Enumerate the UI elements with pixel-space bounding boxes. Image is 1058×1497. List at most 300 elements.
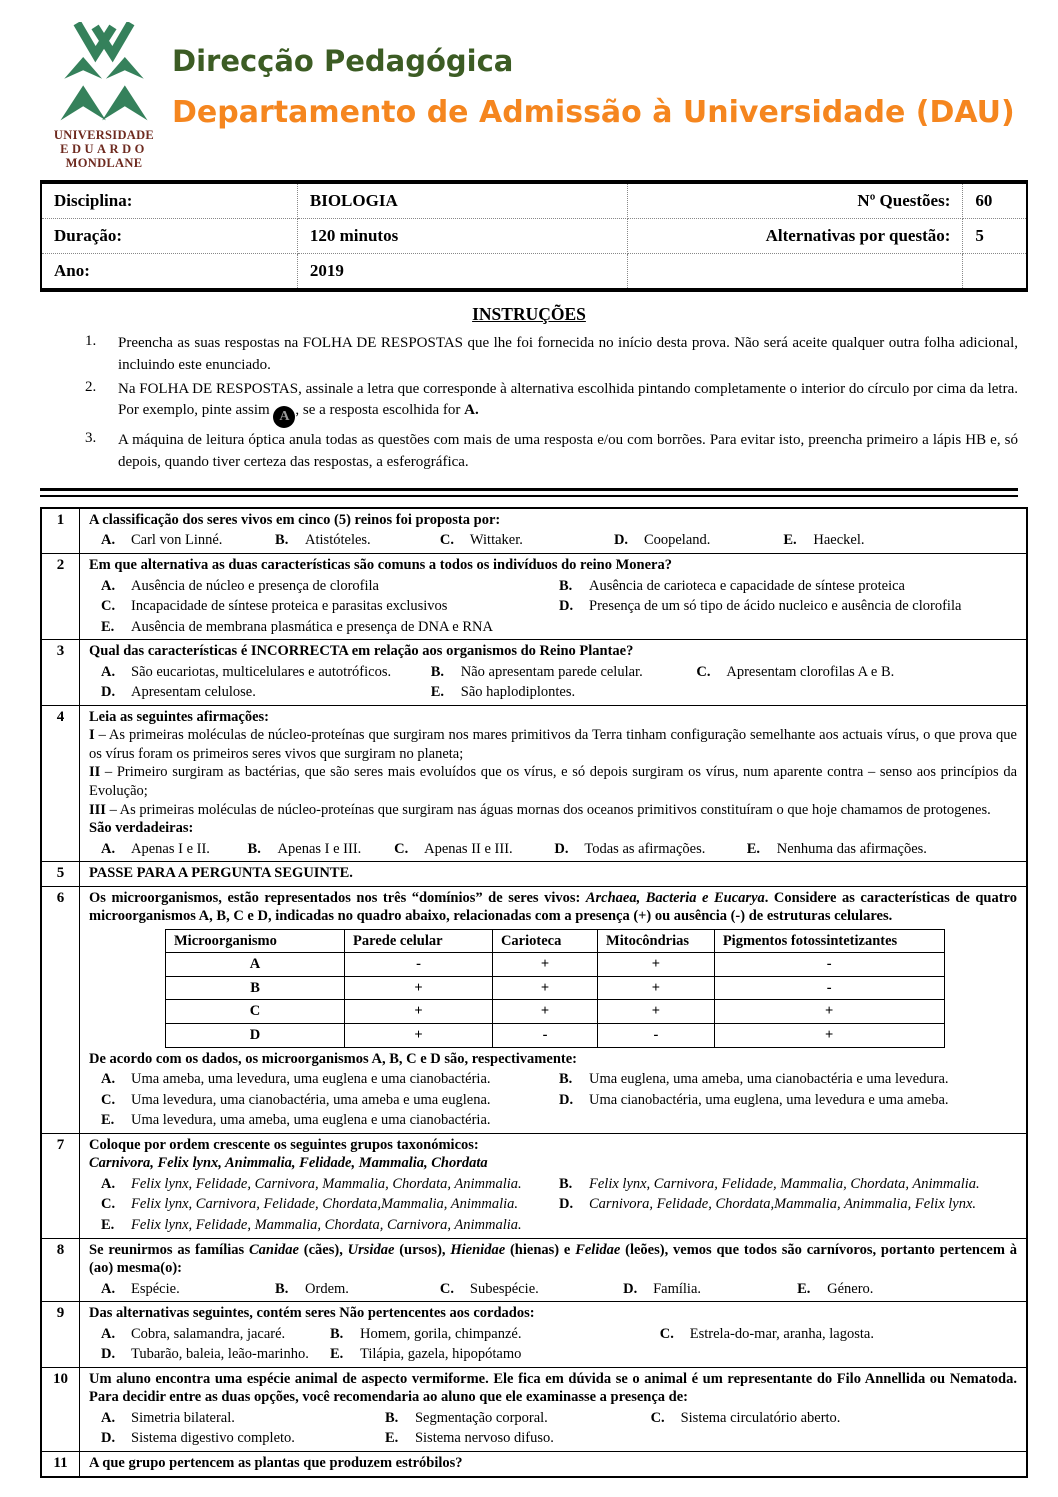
question-title <box>89 1136 1017 1155</box>
option <box>101 1429 385 1448</box>
option-text: Cobra, salamandra, jacaré. <box>131 1325 286 1342</box>
text-segment: Leia as seguintes afirmações: <box>89 708 270 725</box>
info-label: Duração: <box>41 219 297 254</box>
option <box>696 663 1017 682</box>
characteristics-table <box>165 929 945 1048</box>
instructions-section <box>40 304 1018 474</box>
option-letter: D. <box>623 1280 638 1297</box>
option <box>660 1325 1017 1344</box>
question-row <box>42 1451 1026 1476</box>
text-segment: I <box>89 727 95 744</box>
header-titles <box>172 22 1015 130</box>
option-row <box>101 618 1017 637</box>
uem-logo-icon <box>56 22 152 128</box>
option-text: Felix lynx, Felidade, Mammalia, Chordata, Carnivora, Animmalia. <box>131 1216 522 1233</box>
question-title <box>89 556 1017 575</box>
option <box>394 840 554 859</box>
option-letter: E. <box>101 1216 115 1233</box>
option-text: Carnivora, Felidade, Chordata,Mammalia, Animmalia, Felix lynx. <box>589 1196 977 1213</box>
text-segment: Ursidae <box>347 1241 395 1258</box>
option-text: Ausência de carioteca e capacidade de síntese proteica <box>589 577 905 594</box>
option <box>385 1409 651 1428</box>
question-paragraph <box>89 819 1017 838</box>
option-text: Todas as afirmações. <box>584 840 706 857</box>
table-row <box>166 976 945 1000</box>
option-text: São haplodiplontes. <box>460 684 576 701</box>
option-letter: E. <box>430 684 445 701</box>
option-letter: B. <box>384 1409 399 1426</box>
option-row <box>101 683 1017 702</box>
option-text: Não apresentam parede celular. <box>460 663 643 680</box>
option-text: Atistóteles. <box>305 532 371 549</box>
option-letter: A. <box>101 532 116 549</box>
option-text: Apenas I e III. <box>277 840 362 857</box>
option-text: Tilápia, gazela, hipopótamo <box>360 1346 522 1363</box>
option-letter: A. <box>101 1280 116 1297</box>
option-text: Nenhuma das afirmações. <box>776 840 927 857</box>
option-text: Estrela-do-mar, aranha, lagosta. <box>689 1325 874 1342</box>
option <box>101 531 275 550</box>
info-label: Ano: <box>41 254 297 291</box>
table-cell: + <box>345 1000 493 1024</box>
info-row <box>41 182 1027 219</box>
question-number: 8 <box>42 1239 80 1302</box>
text-segment: A máquina de leitura óptica anula todas as questões com mais de uma resposta e/ou com borrões. Para evitar isto, preencha primeiro a lápis HB e, só depois, quando tiver certeza das respostas, a esferográfica. <box>118 432 1018 471</box>
question-number: 7 <box>42 1134 80 1238</box>
option-letter: C. <box>101 1196 116 1213</box>
instruction-item <box>40 430 1018 474</box>
option-letter: D. <box>101 1346 116 1363</box>
info-label: Disciplina: <box>41 182 297 219</box>
option-text: Género. <box>827 1280 874 1297</box>
option-letter: A. <box>101 1175 116 1192</box>
question-title <box>89 1454 1017 1473</box>
question-paragraph <box>89 801 1017 820</box>
question-title <box>89 708 1017 727</box>
option-letter: B. <box>247 840 261 857</box>
text-segment: (ursos), <box>394 1241 451 1258</box>
filled-circle-a-example: A <box>273 406 295 428</box>
question-body <box>80 509 1026 553</box>
option-letter: A. <box>101 663 116 680</box>
info-label: Alternativas por questão: <box>628 219 963 254</box>
info-value: 120 minutos <box>297 219 627 254</box>
option <box>275 1280 440 1299</box>
option-letter: B. <box>275 1280 289 1297</box>
option-row <box>101 840 1017 859</box>
text-segment: A que grupo pertencem as plantas que produzem estróbilos? <box>89 1454 463 1471</box>
option-letter: E. <box>783 532 797 549</box>
option <box>385 1429 1017 1448</box>
option-letter: E. <box>330 1346 344 1363</box>
logo-word-universidade: UNIVERSIDADE <box>53 128 155 142</box>
text-segment: São verdadeiras: <box>89 820 194 837</box>
table-cell: - <box>598 1024 715 1048</box>
option-text: Felix lynx, Carnivora, Felidade, Mammalia, Chordata, Animmalia. <box>589 1175 980 1192</box>
table-header-cell: Carioteca <box>492 929 597 953</box>
option <box>101 663 431 682</box>
option <box>559 1091 1017 1110</box>
option-text: Sistema digestivo completo. <box>131 1430 295 1447</box>
option-letter: A. <box>101 577 116 594</box>
option-letter: A. <box>101 840 116 857</box>
text-segment: (leões), vemos que todos são carnívoros, portanto pertencem à (ao) mesma(o): <box>89 1241 1018 1277</box>
option-letter: E. <box>101 1112 115 1129</box>
option <box>440 531 614 550</box>
text-segment: Em que alternativa as duas características são comuns a todos os indivíduos do reino Monera? <box>89 557 672 573</box>
option-text: Wittaker. <box>469 532 523 549</box>
option-letter: C. <box>439 1280 455 1297</box>
option-text: Espécie. <box>131 1280 180 1297</box>
option-letter: B. <box>330 1325 344 1342</box>
header <box>0 0 1058 170</box>
table-cell: - <box>492 1024 597 1048</box>
instruction-item <box>40 379 1018 429</box>
table-cell: - <box>345 953 493 977</box>
option-text: Felix lynx, Felidade, Carnivora, Mammalia, Chordata, Animmalia. <box>131 1175 522 1192</box>
questions-table <box>40 507 1028 1478</box>
option-letter: C. <box>439 532 455 549</box>
option-letter: A. <box>101 1071 116 1088</box>
instruction-text <box>118 333 1018 377</box>
question-title <box>89 1370 1017 1407</box>
option-row <box>101 1195 1017 1214</box>
question-title <box>89 1304 1017 1323</box>
instruction-number: 1. <box>85 333 97 349</box>
option <box>101 597 559 616</box>
text-segment: PASSE PARA A PERGUNTA SEGUINTE. <box>89 865 353 882</box>
option-row <box>101 1409 1017 1428</box>
option <box>623 1280 797 1299</box>
option-letter: C. <box>650 1409 665 1426</box>
question-title <box>89 1241 1017 1278</box>
option-row <box>101 1345 1017 1364</box>
table-header-row <box>166 929 945 953</box>
logo-wordmark <box>52 128 156 170</box>
option-text: Presença de um só tipo de ácido nucleico e ausência de clorofila <box>589 598 962 615</box>
question-number: 9 <box>42 1302 80 1367</box>
option <box>101 1070 559 1089</box>
text-segment: A classificação dos seres vivos em cinco (5) reinos foi proposta por: <box>89 511 501 528</box>
option-text: Felix lynx, Carnivora, Felidade, Chordata,Mammalia, Animmalia. <box>131 1196 519 1213</box>
question-body <box>80 1239 1026 1302</box>
option <box>559 1175 1017 1194</box>
option-text: Uma ameba, uma levedura, uma euglena e uma cianobactéria. <box>131 1071 491 1088</box>
option-letter: D. <box>559 1196 574 1213</box>
info-label: Nº Questões: <box>628 182 963 219</box>
question-body <box>80 1134 1026 1238</box>
text-segment: – Primeiro surgiram as bactérias, que são seres mais evoluídos que os vírus, e só depois surgiram os vírus, num aparente contra – senso aos princípios da Evolução; <box>89 764 1017 800</box>
text-segment: Coloque por ordem crescente os seguintes grupos taxonómicos: <box>89 1136 479 1153</box>
option-text: Tubarão, baleia, leão-marinho. <box>131 1346 309 1363</box>
option-letter: E. <box>384 1430 399 1447</box>
option <box>101 1091 559 1110</box>
option-row <box>101 1091 1017 1110</box>
option-text: Uma cianobactéria, uma euglena, uma levedura e uma ameba. <box>589 1091 949 1108</box>
option <box>559 577 1017 596</box>
info-value: BIOLOGIA <box>297 182 627 219</box>
option <box>797 1280 1017 1299</box>
text-segment: Os microorganismos, estão representados nos três “domínios” de seres vivos: <box>89 889 586 906</box>
instructions-list <box>40 333 1018 474</box>
option-text: Apresentam celulose. <box>131 684 256 701</box>
option <box>330 1325 660 1344</box>
option-letter: B. <box>430 663 445 680</box>
info-value: 2019 <box>297 254 627 291</box>
text-segment: Na FOLHA DE RESPOSTAS, assinale a letra que corresponde à alternativa escolhida pintando completamente o interior do círculo por cima da letra. Por exemplo, pinte assim <box>118 380 1018 419</box>
table-cell: A <box>166 953 345 977</box>
table-cell: + <box>714 1000 944 1024</box>
table-header-cell: Microorganismo <box>166 929 345 953</box>
info-value <box>963 254 1027 291</box>
option-letter: C. <box>394 840 409 857</box>
question-row <box>42 886 1026 1133</box>
option-text: Haeckel. <box>813 532 865 549</box>
text-segment: Archaea, Bacteria e Eucarya <box>585 889 765 906</box>
option <box>440 1280 623 1299</box>
text-segment: (cães), <box>298 1241 348 1258</box>
option <box>614 531 783 550</box>
table-cell: + <box>598 953 715 977</box>
table-header-cell: Pigmentos fotossintetizantes <box>714 929 944 953</box>
option-letter: A. <box>101 1325 116 1342</box>
option <box>431 663 697 682</box>
option-row <box>101 1325 1017 1344</box>
table-cell: + <box>714 1024 944 1048</box>
option <box>559 597 1017 616</box>
option-letter: C. <box>696 663 711 680</box>
option <box>101 577 559 596</box>
uem-logo <box>52 22 156 170</box>
instruction-text <box>118 379 1018 429</box>
option <box>101 1325 330 1344</box>
option-letter: E. <box>797 1280 811 1297</box>
option <box>330 1345 1017 1364</box>
question-paragraph <box>89 763 1017 800</box>
instruction-text <box>118 430 1018 474</box>
option <box>101 1216 559 1235</box>
table-row <box>166 1000 945 1024</box>
instruction-number: 3. <box>85 430 97 447</box>
question-number: 4 <box>42 706 80 861</box>
option-row <box>101 1070 1017 1089</box>
table-cell: + <box>598 976 715 1000</box>
table-cell: B <box>166 976 345 1000</box>
table-header-cell: Mitocôndrias <box>598 929 715 953</box>
text-segment: A. <box>464 402 479 419</box>
option <box>101 1345 330 1364</box>
option-row <box>101 577 1017 596</box>
option-letter: A. <box>101 1409 116 1426</box>
question-title <box>89 864 1017 883</box>
option-letter: D. <box>101 684 116 701</box>
text-segment: . Considere as características de quatro microorganismos A, B, C e D, indicadas no quadro abaixo, relacionadas com a presença (+) ou ausência (-) de estruturas celulares. <box>89 889 1017 925</box>
option <box>559 1070 1017 1089</box>
option-text: Ausência de núcleo e presença de clorofila <box>131 577 379 594</box>
text-segment: Das alternativas seguintes, contém seres Não pertencentes aos cordados: <box>89 1305 535 1322</box>
text-segment: De acordo com os dados, os microorganismos A, B, C e D são, respectivamente: <box>89 1050 577 1067</box>
info-row <box>41 219 1027 254</box>
option-row <box>101 597 1017 616</box>
question-row <box>42 1367 1026 1451</box>
option <box>101 1111 1017 1130</box>
option-row <box>101 1216 1017 1235</box>
option-row <box>101 531 1017 550</box>
question-body <box>80 887 1026 1133</box>
option-row <box>101 663 1017 682</box>
text-segment: II <box>89 764 101 781</box>
text-segment: Um aluno encontra uma espécie animal de aspecto vermiforme. Ele fica em dúvida se o animal é um representante do Filo Annellida ou Nematoda. Para decidir entre as duas opções, você recomendaria ao aluno que ele examinasse a presença de: <box>89 1370 1017 1406</box>
option-letter: D. <box>613 532 629 549</box>
option-row <box>101 1111 1017 1130</box>
table-cell: + <box>345 976 493 1000</box>
question-row <box>42 509 1026 553</box>
option-text: Subespécie. <box>469 1280 539 1297</box>
question-subtitle <box>89 1050 1017 1069</box>
option <box>101 1409 385 1428</box>
direction-title: Direcção Pedagógica <box>172 44 514 78</box>
option-text: Apenas II e III. <box>424 840 513 857</box>
question-paragraph <box>89 1154 1017 1173</box>
table-cell: + <box>492 976 597 1000</box>
option-letter: B. <box>559 1071 573 1088</box>
question-row <box>42 1238 1026 1302</box>
instruction-number: 2. <box>85 378 97 395</box>
question-number: 1 <box>42 509 80 553</box>
text-segment: (hienas) e <box>505 1241 576 1258</box>
option-text: Uma levedura, uma cianobactéria, uma ameba e uma euglena. <box>131 1091 491 1108</box>
option-letter: D. <box>554 840 569 857</box>
option-text: Uma euglena, uma ameba, uma cianobactéria e uma levedura. <box>589 1071 949 1088</box>
text-segment: III <box>89 801 106 818</box>
question-row <box>42 553 1026 639</box>
option-row <box>101 1280 1017 1299</box>
option <box>559 1195 1017 1214</box>
option-text: Simetria bilateral. <box>131 1409 235 1426</box>
question-body <box>80 706 1026 861</box>
exam-info-table <box>40 180 1028 292</box>
question-number: 11 <box>42 1452 80 1476</box>
option <box>747 840 1017 859</box>
option-letter: C. <box>659 1325 674 1342</box>
option-text: Coopeland. <box>643 532 711 549</box>
option-text: Apenas I e II. <box>131 840 210 857</box>
question-body <box>80 862 1026 886</box>
text-segment: Se reunirmos as famílias <box>89 1241 249 1258</box>
option-text: Sistema circulatório aberto. <box>680 1409 841 1426</box>
table-cell: + <box>492 1000 597 1024</box>
option-text: São eucariotas, multicelulares e autotróficos. <box>131 663 392 680</box>
table-row <box>166 953 945 977</box>
question-body <box>80 554 1026 639</box>
option-text: Uma levedura, uma ameba, uma euglena e uma cianobactéria. <box>131 1112 491 1129</box>
question-row <box>42 705 1026 861</box>
option-text: Ordem. <box>305 1280 349 1297</box>
department-title: Departamento de Admissão à Universidade (DAU) <box>172 95 1015 130</box>
question-row <box>42 1301 1026 1367</box>
table-cell: + <box>598 1000 715 1024</box>
text-segment: Hienidae <box>450 1241 506 1258</box>
logo-word-eduardo: EDUARDO <box>60 142 148 156</box>
question-row <box>42 861 1026 886</box>
option-letter: B. <box>559 577 573 594</box>
option <box>101 1195 559 1214</box>
instructions-title: INSTRUÇÕES <box>472 304 586 324</box>
option-text: Carl von Linné. <box>131 532 223 549</box>
question-body <box>80 1302 1026 1367</box>
question-number: 3 <box>42 640 80 705</box>
question-body <box>80 640 1026 705</box>
info-value: 60 <box>963 182 1027 219</box>
option-text: Segmentação corporal. <box>414 1409 548 1426</box>
question-number: 6 <box>42 887 80 1133</box>
option-text: Ausência de membrana plasmática e presença de DNA e RNA <box>131 618 493 635</box>
option <box>101 840 248 859</box>
option-letter: B. <box>559 1175 573 1192</box>
text-segment: , se a resposta escolhida for <box>295 402 465 419</box>
option-letter: D. <box>101 1430 116 1447</box>
table-cell: + <box>492 953 597 977</box>
question-row <box>42 1133 1026 1238</box>
option <box>248 840 395 859</box>
option-letter: E. <box>101 618 115 635</box>
table-cell: - <box>714 976 944 1000</box>
option-row <box>101 1175 1017 1194</box>
option-letter: D. <box>559 598 574 615</box>
question-row <box>42 639 1026 705</box>
text-segment: – As primeiras moléculas de núcleo-proteínas que surgiram nos mares primitivos da Terra tinham configuração semelhante aos actuais vírus, o que prova que os vírus foram os primeiros seres vivos que surgiram no planeta; <box>89 727 1017 762</box>
double-rule-separator <box>40 488 1018 497</box>
option <box>101 1280 275 1299</box>
option <box>554 840 746 859</box>
table-cell: - <box>714 953 944 977</box>
text-segment: Carnivora, Felix lynx, Animmalia, Felidade, Mammalia, Chordata <box>89 1155 488 1172</box>
option-letter: D. <box>559 1091 574 1108</box>
instruction-item <box>40 333 1018 377</box>
question-number: 10 <box>42 1368 80 1451</box>
text-segment: Qual das características é INCORRECTA em relação aos organismos do Reino Plantae? <box>89 643 634 660</box>
option-letter: B. <box>275 532 289 549</box>
option <box>275 531 440 550</box>
question-title <box>89 889 1017 926</box>
table-row <box>166 1024 945 1048</box>
option-text: Família. <box>653 1280 702 1297</box>
table-header-cell: Parede celular <box>345 929 493 953</box>
table-cell: D <box>166 1024 345 1048</box>
question-number: 2 <box>42 554 80 639</box>
option <box>101 683 431 702</box>
info-row <box>41 254 1027 291</box>
option <box>651 1409 1017 1428</box>
option <box>783 531 1017 550</box>
logo-word-mondlane: MONDLANE <box>65 156 143 170</box>
text-segment: Canidae <box>249 1241 299 1258</box>
question-title <box>89 642 1017 661</box>
text-segment: Felidae <box>575 1241 621 1258</box>
info-label <box>628 254 963 291</box>
option-text: Homem, gorila, chimpanzé. <box>360 1325 522 1342</box>
option-text: Sistema nervoso difuso. <box>414 1430 554 1447</box>
option-letter: C. <box>101 598 116 615</box>
option-letter: C. <box>101 1091 116 1108</box>
option <box>101 618 1017 637</box>
question-title <box>89 511 1017 530</box>
text-segment: – As primeiras moléculas de núcleo-proteínas que surgiram nas águas mornas dos oceanos primitivos constituíram o que hoje chamamos de protogenes. <box>105 801 991 818</box>
option-letter: E. <box>746 840 761 857</box>
question-body <box>80 1368 1026 1451</box>
option-row <box>101 1429 1017 1448</box>
question-number: 5 <box>42 862 80 886</box>
